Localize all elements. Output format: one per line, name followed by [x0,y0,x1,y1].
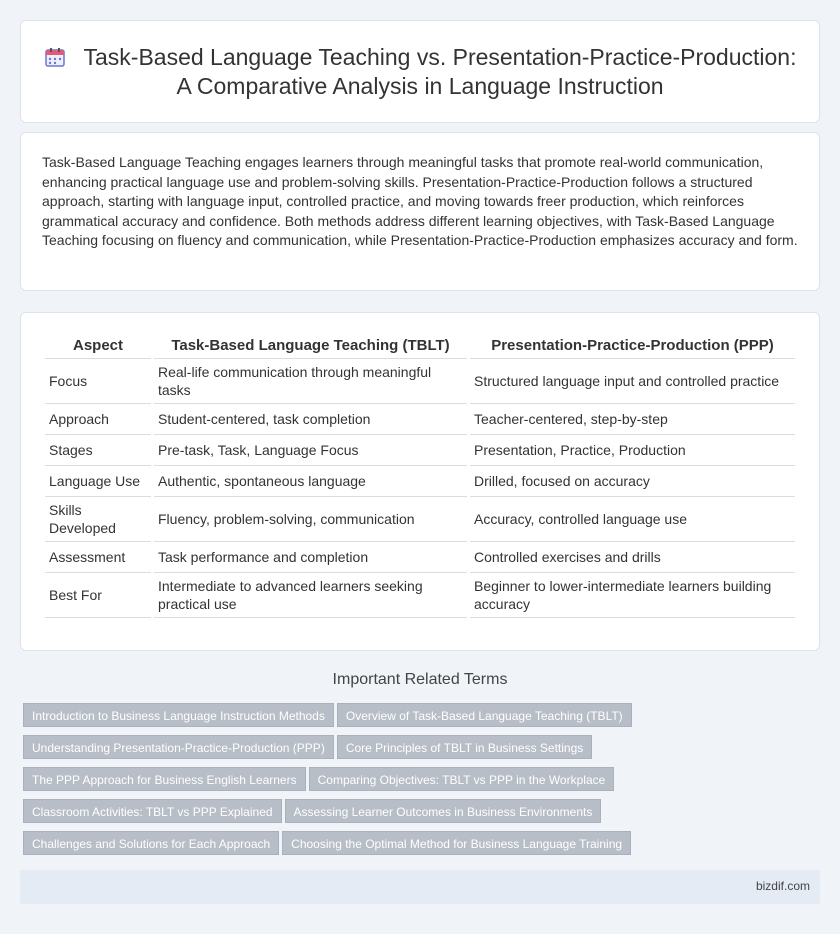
related-term-link[interactable]: Classroom Activities: TBLT vs PPP Explained [23,799,282,823]
comparison-table-card [20,312,820,651]
related-term-link[interactable]: Understanding Presentation-Practice-Production (PPP) [23,735,334,759]
related-term-link[interactable]: Comparing Objectives: TBLT vs PPP in the Workplace [309,767,615,791]
row-ppp: Controlled exercises and drills [470,542,795,573]
header-tblt: Task-Based Language Teaching (TBLT) [154,333,467,359]
table-row [45,359,795,404]
intro-card [20,132,820,291]
row-ppp: Beginner to lower-intermediate learners building accuracy [470,573,795,618]
calendar-icon [44,46,66,68]
row-tblt: Intermediate to advanced learners seeking practical use [154,573,467,618]
title-text: Task-Based Language Teaching vs. Presentation-Practice-Production: A Comparative Analysis in Language Instruction [83,44,797,99]
row-ppp: Structured language input and controlled practice [470,359,795,404]
page-title [41,43,799,101]
table-row [45,404,795,435]
header-aspect: Aspect [45,333,151,359]
header-ppp: Presentation-Practice-Production (PPP) [470,333,795,359]
row-aspect: Skills Developed [45,497,151,542]
table-row [45,466,795,497]
related-term-link[interactable]: The PPP Approach for Business English Learners [23,767,306,791]
row-aspect: Approach [45,404,151,435]
related-term-link[interactable]: Challenges and Solutions for Each Approach [23,831,279,855]
row-ppp: Presentation, Practice, Production [470,435,795,466]
related-term-link[interactable]: Core Principles of TBLT in Business Settings [337,735,592,759]
row-ppp: Accuracy, controlled language use [470,497,795,542]
row-ppp: Teacher-centered, step-by-step [470,404,795,435]
comparison-table [42,333,798,618]
intro-text: Task-Based Language Teaching engages learners through meaningful tasks that promote real-world communication, enhancing practical language use and problem-solving skills. Presentation-Practice-Production follows a structured approach, starting with language input, controlled practice, and moving towards freer production, which reinforces grammatical accuracy and confidence. Both methods address different learning objectives, with Task-Based Language Teaching focusing on fluency and communication, while Presentation-Practice-Production emphasizes accuracy and form. [42,154,798,248]
row-aspect: Assessment [45,542,151,573]
table-row [45,497,795,542]
title-card [20,20,820,123]
table-header-row [45,333,795,359]
table-row [45,542,795,573]
table-row [45,435,795,466]
related-terms-list [23,703,803,863]
row-tblt: Student-centered, task completion [154,404,467,435]
related-term-link[interactable]: Assessing Learner Outcomes in Business Environments [285,799,602,823]
table-row [45,573,795,618]
row-tblt: Real-life communication through meaningful tasks [154,359,467,404]
row-aspect: Stages [45,435,151,466]
related-term-link[interactable]: Overview of Task-Based Language Teaching (TBLT) [337,703,632,727]
row-tblt: Fluency, problem-solving, communication [154,497,467,542]
footer-site-link[interactable]: bizdif.com [755,879,810,893]
related-term-link[interactable]: Introduction to Business Language Instruction Methods [23,703,334,727]
row-tblt: Authentic, spontaneous language [154,466,467,497]
footer [20,870,820,904]
row-ppp: Drilled, focused on accuracy [470,466,795,497]
row-tblt: Task performance and completion [154,542,467,573]
row-aspect: Focus [45,359,151,404]
row-aspect: Best For [45,573,151,618]
row-tblt: Pre-task, Task, Language Focus [154,435,467,466]
related-term-link[interactable]: Choosing the Optimal Method for Business Language Training [282,831,631,855]
row-aspect: Language Use [45,466,151,497]
related-terms-title: Important Related Terms [332,671,508,688]
